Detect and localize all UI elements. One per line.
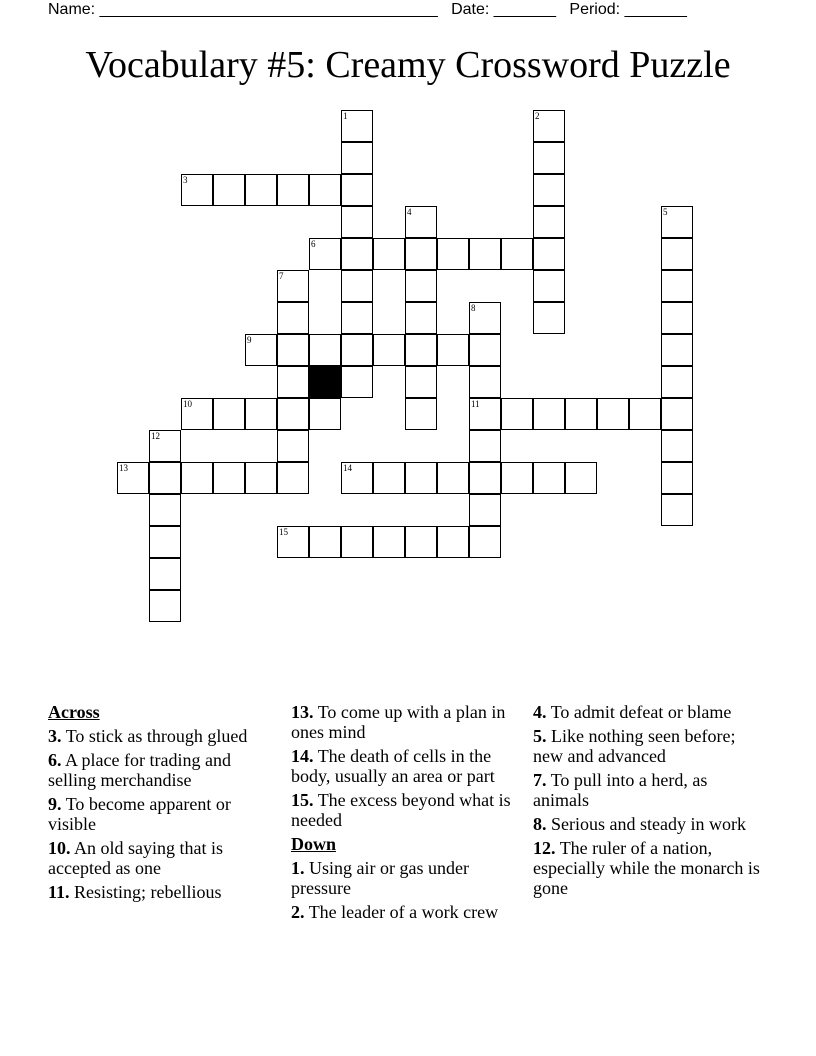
- crossword-cell[interactable]: [149, 494, 181, 526]
- clues-column-2: [291, 702, 523, 926]
- crossword-cell[interactable]: [277, 334, 309, 366]
- clue-text: The death of cells in the body, usually an area or part: [291, 746, 495, 786]
- clue-text: A place for trading and selling merchandise: [48, 750, 231, 790]
- clue-number: 15.: [291, 790, 314, 810]
- clue-down-5: [533, 726, 765, 766]
- clue-across-6: [48, 750, 280, 790]
- page-title: Vocabulary #5: Creamy Crossword Puzzle: [85, 44, 731, 86]
- cell-number: 4: [407, 207, 412, 217]
- crossword-cell[interactable]: [469, 334, 501, 366]
- crossword-cell[interactable]: [437, 526, 469, 558]
- clue-number: 2.: [291, 902, 305, 922]
- clue-down-7: [533, 770, 765, 810]
- crossword-cell[interactable]: [245, 334, 277, 366]
- cell-number: 10: [183, 399, 192, 409]
- clue-number: 7.: [533, 770, 547, 790]
- cell-number: 9: [247, 335, 252, 345]
- crossword-cell[interactable]: [565, 462, 597, 494]
- crossword-cell[interactable]: [245, 398, 277, 430]
- crossword-cell[interactable]: [341, 174, 373, 206]
- cell-number: 5: [663, 207, 668, 217]
- clue-number: 6.: [48, 750, 62, 770]
- name-label: Name:: [48, 1, 96, 18]
- crossword-cell[interactable]: [277, 462, 309, 494]
- clue-number: 10.: [48, 838, 71, 858]
- crossword-cell[interactable]: [117, 462, 149, 494]
- crossword-cell[interactable]: [469, 366, 501, 398]
- clue-across-14: [291, 746, 523, 786]
- crossword-cell[interactable]: [245, 462, 277, 494]
- crossword-cell[interactable]: [373, 526, 405, 558]
- crossword-cell[interactable]: [149, 558, 181, 590]
- crossword-cell[interactable]: [213, 398, 245, 430]
- clue-number: 12.: [533, 838, 556, 858]
- clue-number: 4.: [533, 702, 547, 722]
- crossword-cell[interactable]: [469, 526, 501, 558]
- crossword-cell[interactable]: [501, 238, 533, 270]
- crossword-cell[interactable]: [149, 526, 181, 558]
- clue-across-9: [48, 794, 280, 834]
- crossword-cell[interactable]: [277, 398, 309, 430]
- crossword-cell[interactable]: [309, 238, 341, 270]
- period-label: Period:: [569, 1, 621, 18]
- clue-text: An old saying that is accepted as one: [48, 838, 224, 878]
- cell-number: 1: [343, 111, 348, 121]
- clue-text: To become apparent or visible: [48, 794, 231, 834]
- cell-number: 15: [279, 527, 288, 537]
- crossword-cell[interactable]: [405, 398, 437, 430]
- across-heading: Across: [48, 702, 100, 722]
- cell-number: 7: [279, 271, 284, 281]
- crossword-cell[interactable]: [661, 206, 693, 238]
- crossword-cell[interactable]: [149, 462, 181, 494]
- crossword-cell[interactable]: [213, 462, 245, 494]
- crossword-cell[interactable]: [533, 302, 565, 334]
- crossword-cell[interactable]: [661, 494, 693, 526]
- cell-number: 12: [151, 431, 160, 441]
- crossword-cell[interactable]: [501, 398, 533, 430]
- clue-text: The excess beyond what is needed: [291, 790, 511, 830]
- crossword-cell[interactable]: [661, 430, 693, 462]
- clue-text: Serious and steady in work: [551, 814, 746, 834]
- crossword-cell[interactable]: [565, 398, 597, 430]
- crossword-cell[interactable]: [149, 430, 181, 462]
- crossword-cell[interactable]: [245, 174, 277, 206]
- date-blank[interactable]: _______: [493, 1, 557, 18]
- clue-text: Like nothing seen before; new and advanced: [533, 726, 736, 766]
- crossword-cell[interactable]: [661, 270, 693, 302]
- clue-text: To stick as through glued: [65, 726, 248, 746]
- crossword-cell[interactable]: [373, 334, 405, 366]
- crossword-cell[interactable]: [405, 270, 437, 302]
- crossword-cell[interactable]: [661, 398, 693, 430]
- cell-number: 11: [471, 399, 480, 409]
- crossword-cell[interactable]: [277, 526, 309, 558]
- crossword-cell[interactable]: [149, 590, 181, 622]
- crossword-cell[interactable]: [277, 366, 309, 398]
- crossword-cell[interactable]: [341, 462, 373, 494]
- crossword-cell[interactable]: [405, 238, 437, 270]
- clue-number: 14.: [291, 746, 314, 766]
- crossword-cell[interactable]: [309, 334, 341, 366]
- clue-across-3: [48, 726, 280, 746]
- crossword-cell[interactable]: [533, 270, 565, 302]
- crossword-cell[interactable]: [405, 462, 437, 494]
- clue-number: 3.: [48, 726, 62, 746]
- crossword-cell[interactable]: [597, 398, 629, 430]
- crossword-cell[interactable]: [469, 302, 501, 334]
- crossword-cell[interactable]: [405, 366, 437, 398]
- crossword-cell[interactable]: [533, 238, 565, 270]
- crossword-cell[interactable]: [373, 238, 405, 270]
- crossword-cell[interactable]: [437, 238, 469, 270]
- crossword-cell[interactable]: [341, 238, 373, 270]
- header-fields: [48, 0, 687, 20]
- crossword-cell[interactable]: [405, 334, 437, 366]
- crossword-cell[interactable]: [533, 174, 565, 206]
- crossword-cell[interactable]: [437, 462, 469, 494]
- cell-number: 13: [119, 463, 128, 473]
- crossword-cell[interactable]: [661, 238, 693, 270]
- crossword-cell[interactable]: [309, 526, 341, 558]
- crossword-cell[interactable]: [469, 430, 501, 462]
- clue-text: The leader of a work crew: [308, 902, 499, 922]
- crossword-cell[interactable]: [341, 366, 373, 398]
- crossword-cell[interactable]: [469, 462, 501, 494]
- crossword-cell[interactable]: [277, 270, 309, 302]
- crossword-cell[interactable]: [533, 206, 565, 238]
- clue-text: Resisting; rebellious: [74, 882, 222, 902]
- crossword-cell[interactable]: [661, 462, 693, 494]
- crossword-cell[interactable]: [341, 206, 373, 238]
- crossword-cell[interactable]: [661, 302, 693, 334]
- crossword-cell[interactable]: [181, 462, 213, 494]
- crossword-cell[interactable]: [437, 334, 469, 366]
- clue-text: To admit defeat or blame: [550, 702, 732, 722]
- clue-text: Using air or gas under pressure: [291, 858, 469, 898]
- crossword-cell[interactable]: [661, 366, 693, 398]
- crossword-cell[interactable]: [181, 174, 213, 206]
- clue-text: The ruler of a nation, especially while the monarch is gone: [533, 838, 760, 898]
- crossword-black-cell: [309, 366, 341, 398]
- clue-number: 1.: [291, 858, 305, 878]
- name-blank[interactable]: ______________________________________: [99, 1, 438, 18]
- crossword-cell[interactable]: [341, 110, 373, 142]
- clue-number: 13.: [291, 702, 314, 722]
- clue-down-4: [533, 702, 765, 722]
- clues-column-1: [48, 702, 280, 906]
- crossword-cell[interactable]: [629, 398, 661, 430]
- clue-number: 5.: [533, 726, 547, 746]
- crossword-cell[interactable]: [341, 142, 373, 174]
- clue-down-2: [291, 902, 523, 922]
- crossword-cell[interactable]: [341, 302, 373, 334]
- crossword-cell[interactable]: [469, 238, 501, 270]
- crossword-cell[interactable]: [533, 110, 565, 142]
- crossword-cell[interactable]: [661, 334, 693, 366]
- crossword-cell[interactable]: [277, 174, 309, 206]
- crossword-cell[interactable]: [469, 494, 501, 526]
- down-heading: Down: [291, 834, 337, 854]
- crossword-cell[interactable]: [309, 398, 341, 430]
- cell-number: 2: [535, 111, 540, 121]
- crossword-cell[interactable]: [469, 398, 501, 430]
- clue-down-1: [291, 858, 523, 898]
- date-label: Date:: [451, 1, 490, 18]
- crossword-cell[interactable]: [373, 462, 405, 494]
- crossword-cell[interactable]: [341, 334, 373, 366]
- crossword-cell[interactable]: [533, 142, 565, 174]
- crossword-cell[interactable]: [213, 174, 245, 206]
- clues-column-3: [533, 702, 765, 902]
- clue-number: 9.: [48, 794, 62, 814]
- crossword-cell[interactable]: [501, 462, 533, 494]
- clue-across-15: [291, 790, 523, 830]
- crossword-cell[interactable]: [341, 270, 373, 302]
- clue-across-10: [48, 838, 280, 878]
- clue-number: 8.: [533, 814, 547, 834]
- crossword-cell[interactable]: [533, 462, 565, 494]
- cell-number: 14: [343, 463, 352, 473]
- clue-across-11: [48, 882, 280, 902]
- crossword-cell[interactable]: [405, 526, 437, 558]
- cell-number: 6: [311, 239, 316, 249]
- clue-down-12: [533, 838, 765, 898]
- crossword-cell[interactable]: [277, 430, 309, 462]
- clue-down-8: [533, 814, 765, 834]
- crossword-cell[interactable]: [277, 302, 309, 334]
- crossword-cell[interactable]: [341, 526, 373, 558]
- crossword-cell[interactable]: [533, 398, 565, 430]
- crossword-cell[interactable]: [405, 302, 437, 334]
- clue-number: 11.: [48, 882, 70, 902]
- cell-number: 3: [183, 175, 188, 185]
- crossword-cell[interactable]: [181, 398, 213, 430]
- crossword-cell[interactable]: [309, 174, 341, 206]
- crossword-cell[interactable]: [405, 206, 437, 238]
- clue-text: To come up with a plan in ones mind: [291, 702, 506, 742]
- period-blank[interactable]: _______: [624, 1, 687, 18]
- clue-across-13: [291, 702, 523, 742]
- cell-number: 8: [471, 303, 476, 313]
- clue-text: To pull into a herd, as animals: [533, 770, 708, 810]
